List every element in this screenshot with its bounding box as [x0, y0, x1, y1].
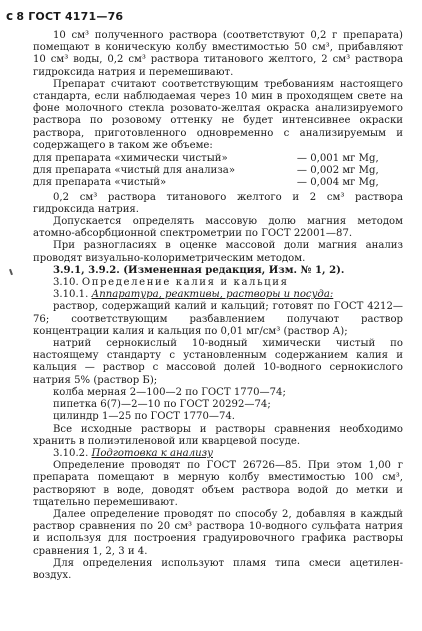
equipment-item: колба мерная 2—100—2 по ГОСТ 1770—74; — [53, 386, 286, 398]
subsection-title: Аппаратура, реактивы, растворы и посуда: — [91, 289, 334, 301]
document-body — [33, 30, 403, 582]
limits-row — [33, 165, 403, 177]
equipment-item: цилиндр 1—25 по ГОСТ 1770—74. — [53, 411, 236, 423]
subsection-number: 3.10.1. — [53, 289, 89, 301]
page-mark: ϲ — [6, 9, 14, 23]
paragraph-storage: Все исходные растворы и растворы сравнения необходимо хранить в полиэтиленовой или кварцевой посуде. — [33, 423, 403, 447]
limits-value: — 0,004 мг Mg, — [296, 177, 379, 189]
paragraph-method-2: Далее определение проводят по способу 2, добавляя в каждый раствор сравнения по 20 см³ раствора 10-водного сульфата натрия и используя для построения градуировочного графика растворы сравнения 1, 2, 3 и 4. — [33, 508, 403, 557]
limits-row — [33, 177, 403, 189]
amendment-note: 3.9.1, 3.9.2. (Измененная редакция, Изм. № 1, 2). — [53, 264, 345, 276]
limits-value: — 0,001 мг Mg, — [296, 153, 379, 165]
limits-label: для препарата «химически чистый» — [33, 153, 228, 165]
subsection-heading-3-10-1 — [33, 289, 403, 301]
paragraph-aas-method: Допускается определять массовую долю магния методом атомно-абсорбционной спектрометрии по ГОСТ 22001—87. — [33, 216, 403, 240]
page-header — [6, 9, 123, 23]
paragraph-solution-b: натрий сернокислый 10-водный химически чистый по настоящему стандарту с установленным содержанием калия и кальция — раствор с массовой долей 10-водного сернокислого натрия 5% (раствор Б); — [33, 338, 403, 386]
paragraph-sample-prep: 10 см³ полученного раствора (соответствуют 0,2 г препарата) помещают в коническую колбу вместимостью 50 см³, прибавляют 10 см³ воды, 0,2 см³ раствора титанового желтого, 2 см³ раствора гидроксида натрия и перемешивают. — [33, 30, 403, 78]
standard-code: ГОСТ 4171—76 — [28, 10, 124, 23]
subsection-heading-3-10-2 — [33, 448, 403, 460]
margin-mark — [9, 269, 13, 275]
limits-label: для препарата «чистый» — [33, 177, 167, 189]
paragraph-disputes: При разногласиях в оценке массовой доли магния анализ проводят визуально-колориметрическим методом. — [33, 240, 403, 264]
paragraph-solution-a: раствор, содержащий калий и кальций; готовят по ГОСТ 4212—76; соответствующим разбавлением получают раствор концентрации калия и кальция по 0,01 мг/см³ (раствор А); — [33, 301, 403, 337]
section-number: 3.10. — [53, 277, 79, 289]
paragraph-procedure: Определение проводят по ГОСТ 26726—85. При этом 1,00 г препарата помещают в мерную колбу вместимостью 100 см³, растворяют в воде, доводят объем раствора водой до метки и тщательно перемешивают. — [33, 460, 403, 508]
paragraph-amendment — [33, 265, 403, 277]
subsection-title: Подготовка к анализу — [91, 447, 213, 459]
equipment-item: пипетка 6(7)—2—10 по ГОСТ 20292—74; — [53, 399, 271, 411]
subsection-number: 3.10.2. — [53, 447, 89, 459]
limits-value: — 0,002 мг Mg, — [296, 165, 379, 177]
limits-label: для препарата «чистый для анализа» — [33, 165, 235, 177]
paragraph-flame: Для определения используют пламя типа смеси ацетилен-воздух. — [33, 557, 403, 581]
limits-row — [33, 153, 403, 165]
section-title: Определение калия и кальция — [81, 277, 289, 289]
paragraph-criteria: Препарат считают соответствующим требованиям настоящего стандарта, если наблюдаемая через 10 мин в проходящем свете на фоне молочного стекла розовато-желтая окраска анализируемого раствора по розовому оттенку не будет интенсивнее окраски раствора, приготовленного одновременно с анализируемым и содержащего в таком же объеме: — [33, 78, 403, 151]
limits-table — [33, 153, 403, 190]
equipment-list — [33, 387, 403, 424]
section-heading-3-10 — [33, 277, 403, 289]
page-number: 8 — [16, 10, 25, 23]
paragraph-reference-solution: 0,2 см³ раствора титанового желтого и 2 см³ раствора гидроксида натрия. — [33, 191, 403, 215]
